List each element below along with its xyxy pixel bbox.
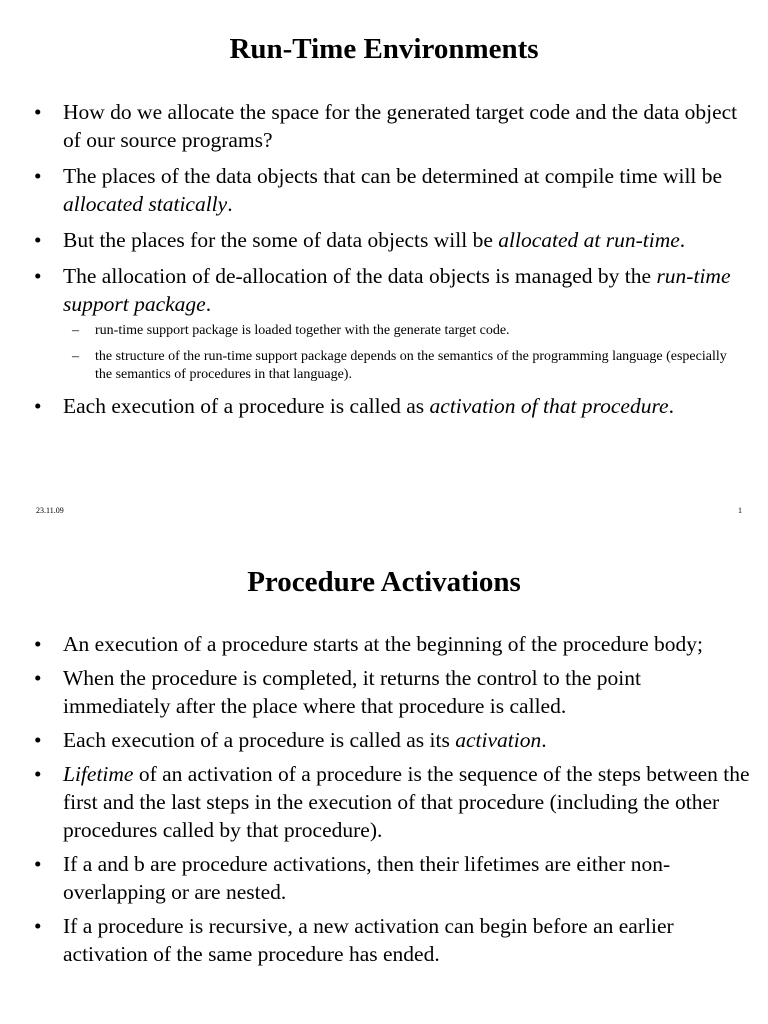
bullet-text: But the places for the some of data objects will be (63, 228, 499, 252)
bullet-list (0, 630, 768, 974)
bullet-text: . (227, 192, 233, 216)
slide-title: Procedure Activations (247, 566, 521, 598)
bullet-text: . (679, 228, 686, 252)
sub-bullet-text: the structure of the run-time support package depends on the semantics of the programming language (especially the semantics of procedures in that language). (95, 349, 727, 382)
bullet-marker: • (34, 666, 42, 690)
bullet-item (0, 392, 768, 420)
footer-date: 23.11.09 (36, 506, 64, 515)
footer-page-number: 1 (738, 506, 742, 515)
sub-bullet-item (0, 322, 750, 340)
bullet-text: Each execution of a procedure is called as its (63, 728, 456, 752)
bullet-item (0, 226, 768, 254)
bullet-item (0, 630, 768, 658)
sub-bullet-list (0, 322, 750, 384)
bullet-text: of an activation of a procedure is the sequence of the steps between the first and the last steps in the execution of that procedure (including the other procedures called by that procedure). (63, 762, 750, 842)
bullet-marker: • (34, 914, 42, 938)
bullet-text: How do we allocate the space for the generated target code and the data object of our source programs? (63, 100, 738, 152)
bullet-marker: • (34, 100, 42, 124)
bullet-item (0, 98, 768, 154)
bullet-text: The places of the data objects that can be determined at compile time will be (63, 164, 723, 188)
bullet-text: The allocation of de-allocation of the data objects is managed by the (63, 264, 657, 288)
bullet-item (0, 664, 768, 720)
bullet-item (0, 850, 768, 906)
sub-bullet-text: run-time support package is loaded together with the generate target code. (95, 323, 510, 338)
bullet-text: . (668, 394, 674, 418)
bullet-item (0, 726, 768, 754)
bullet-text: An execution of a procedure starts at the beginning of the procedure body; (63, 632, 704, 656)
bullet-marker: • (34, 228, 42, 252)
bullet-emphasis: activation (455, 728, 542, 752)
bullet-marker: • (34, 728, 42, 752)
slide-procedure-activations (0, 530, 768, 1024)
sub-bullet-item (0, 348, 750, 384)
bullet-marker: • (34, 394, 42, 418)
bullet-item (0, 760, 768, 844)
bullet-emphasis: run-time support package (63, 264, 731, 316)
bullet-emphasis: Lifetime (63, 762, 134, 786)
sub-bullet-marker: – (72, 349, 79, 364)
bullet-marker: • (34, 852, 42, 876)
bullet-item (0, 262, 768, 384)
sub-bullet-marker: – (72, 323, 79, 338)
bullet-emphasis: allocated statically (63, 192, 228, 216)
bullet-marker: • (34, 632, 42, 656)
bullet-emphasis: activation of that procedure (429, 394, 669, 418)
bullet-item (0, 912, 768, 968)
bullet-text: Each execution of a procedure is called as (63, 394, 430, 418)
bullet-text: If a procedure is recursive, a new activation can begin before an earlier activation of the same procedure has ended. (63, 914, 674, 966)
bullet-marker: • (34, 164, 42, 188)
bullet-emphasis: allocated at run-time (498, 228, 680, 252)
bullet-text: When the procedure is completed, it returns the control to the point immediately after the place where that procedure is called. (63, 666, 641, 718)
bullet-text: . (541, 728, 547, 752)
bullet-marker: • (34, 762, 42, 786)
bullet-text: . (205, 292, 212, 316)
bullet-list (0, 98, 768, 428)
bullet-item (0, 162, 768, 218)
bullet-marker: • (34, 264, 42, 288)
bullet-text: If a and b are procedure activations, then their lifetimes are either non-overlapping or are nested. (63, 852, 671, 904)
slide-title: Run-Time Environments (229, 33, 539, 65)
